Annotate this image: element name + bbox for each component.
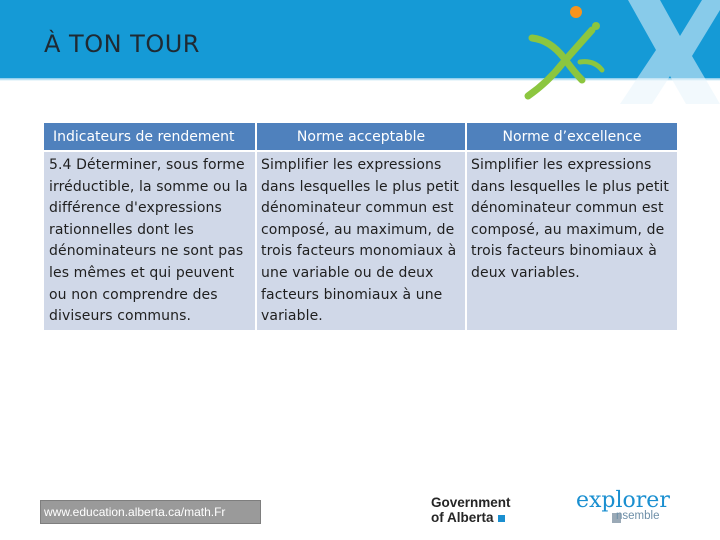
explorer-x-logo-icon [510, 0, 720, 104]
header-norme-excellence: Norme d’excellence [467, 123, 677, 150]
cell-norme-excellence: Simplifier les expressions dans lesquelles le plus petit dénominateur commun est composé, au maximum, de trois facteurs binomiaux à deux variables. [467, 152, 677, 330]
cell-norme-acceptable: Simplifier les expressions dans lesquelles le plus petit dénominateur commun est composé, au maximum, de trois facteurs monomiaux à une variable ou de deux facteurs binomiaux à une variable. [257, 152, 467, 330]
explorer-ensemble-logo [576, 488, 686, 528]
footer-url-box[interactable] [40, 500, 261, 524]
explorer-logo-word: explorer [576, 488, 670, 513]
slide-title: À TON TOUR [44, 30, 200, 58]
footer-url-link[interactable]: www.education.alberta.ca/math.Fr [44, 505, 226, 519]
ensemble-logo-word: nsemble [616, 510, 660, 522]
gov-logo-line2: of Alberta [431, 510, 494, 525]
header-indicateurs: Indicateurs de rendement [44, 123, 257, 150]
header-norme-acceptable: Norme acceptable [257, 123, 467, 150]
gov-logo-line1: Government [431, 495, 511, 510]
rubric-table [44, 123, 677, 330]
cell-indicateur: 5.4 Déterminer, sous forme irréductible, la somme ou la différence d'expressions rationnelles dont les dénominateurs ne sont pas les mêmes et qui peuvent ou non comprendre des diviseurs communs. [44, 152, 257, 330]
table-row [44, 152, 677, 330]
table-header-row [44, 123, 677, 150]
alberta-square-icon [498, 515, 505, 522]
government-of-alberta-logo [431, 495, 511, 525]
